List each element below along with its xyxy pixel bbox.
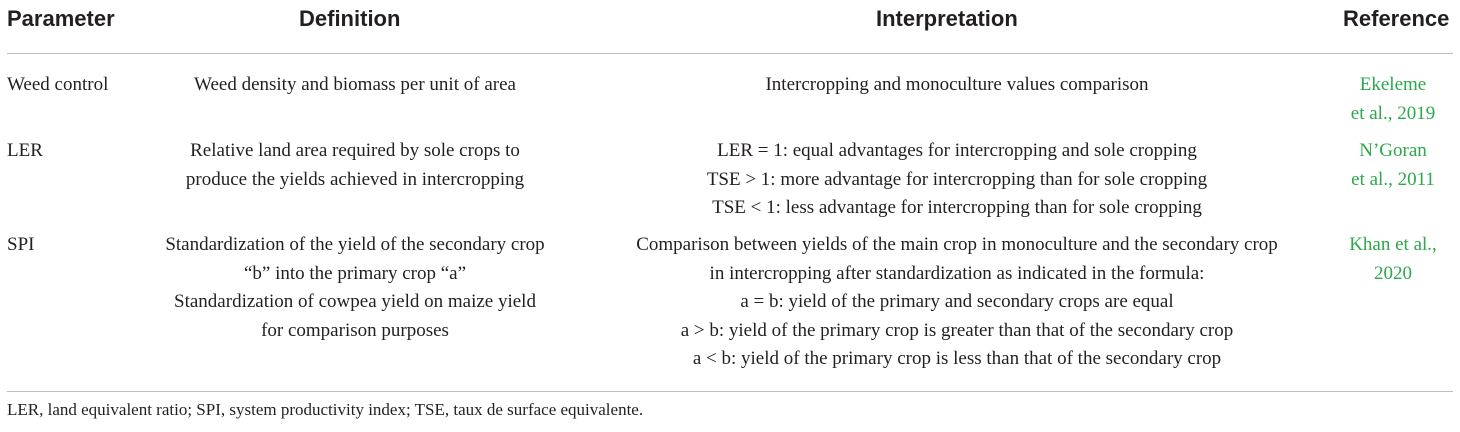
interpretation-line: Comparison between yields of the main crop in monoculture and the secondary crop xyxy=(636,234,1278,255)
definition-cell xyxy=(140,137,570,194)
interpretation-line: a < b: yield of the primary crop is less than that of the secondary crop xyxy=(692,348,1222,369)
reference-line[interactable]: Khan et al., xyxy=(1349,234,1437,255)
table-footnote: LER, land equivalent ratio; SPI, system productivity index; TSE, taux de surface equivalente. xyxy=(7,400,644,419)
reference-line[interactable]: N’Goran xyxy=(1359,140,1427,161)
interpretation-line: a = b: yield of the primary and secondary crops are equal xyxy=(740,291,1174,312)
definition-line: “b” into the primary crop “a” xyxy=(243,262,467,284)
definition-line: Standardization of the yield of the secondary crop xyxy=(165,234,545,255)
reference-line[interactable]: Ekeleme xyxy=(1359,74,1427,95)
parameter-cell: Weed control xyxy=(7,74,109,95)
header-definition: Definition xyxy=(299,6,401,31)
reference-link-ngoran[interactable] xyxy=(1334,137,1452,194)
definition-cell xyxy=(140,231,570,345)
parameter-cell: SPI xyxy=(7,234,35,255)
interpretation-line: in intercropping after standardization as indicated in the formula: xyxy=(709,262,1205,284)
definition-cell xyxy=(140,71,570,100)
parameter-cell: LER xyxy=(7,140,43,161)
definition-line: produce the yields achieved in intercropping xyxy=(185,168,525,190)
reference-link-khan[interactable] xyxy=(1334,231,1452,288)
interpretation-line: TSE < 1: less advantage for intercropping than for sole cropping xyxy=(712,197,1202,218)
interpretation-line: TSE > 1: more advantage for intercropping than for sole cropping xyxy=(706,168,1208,190)
header-reference: Reference xyxy=(1343,6,1450,31)
table-header-row xyxy=(0,0,1460,40)
interpretation-cell xyxy=(582,71,1332,100)
interpretation-cell xyxy=(582,231,1332,374)
reference-line[interactable]: et al., 2019 xyxy=(1350,102,1436,124)
definition-line: Relative land area required by sole crops to xyxy=(190,140,520,161)
reference-link-ekeleme[interactable] xyxy=(1334,71,1452,128)
table-bottom-divider xyxy=(7,391,1453,392)
header-interpretation: Interpretation xyxy=(876,6,1018,31)
definition-line: Weed density and biomass per unit of area xyxy=(194,74,516,95)
interpretation-cell xyxy=(582,137,1332,223)
header-divider xyxy=(7,53,1453,54)
interpretation-line: Intercropping and monoculture values comparison xyxy=(765,74,1149,95)
interpretation-line: a > b: yield of the primary crop is greater than that of the secondary crop xyxy=(680,319,1234,341)
reference-line[interactable]: 2020 xyxy=(1374,262,1412,284)
definition-line: for comparison purposes xyxy=(261,319,449,341)
definition-line: Standardization of cowpea yield on maize yield xyxy=(174,291,536,312)
interpretation-line: LER = 1: equal advantages for intercropping and sole cropping xyxy=(717,140,1197,161)
reference-line[interactable]: et al., 2011 xyxy=(1351,168,1435,190)
header-parameter: Parameter xyxy=(7,6,115,31)
